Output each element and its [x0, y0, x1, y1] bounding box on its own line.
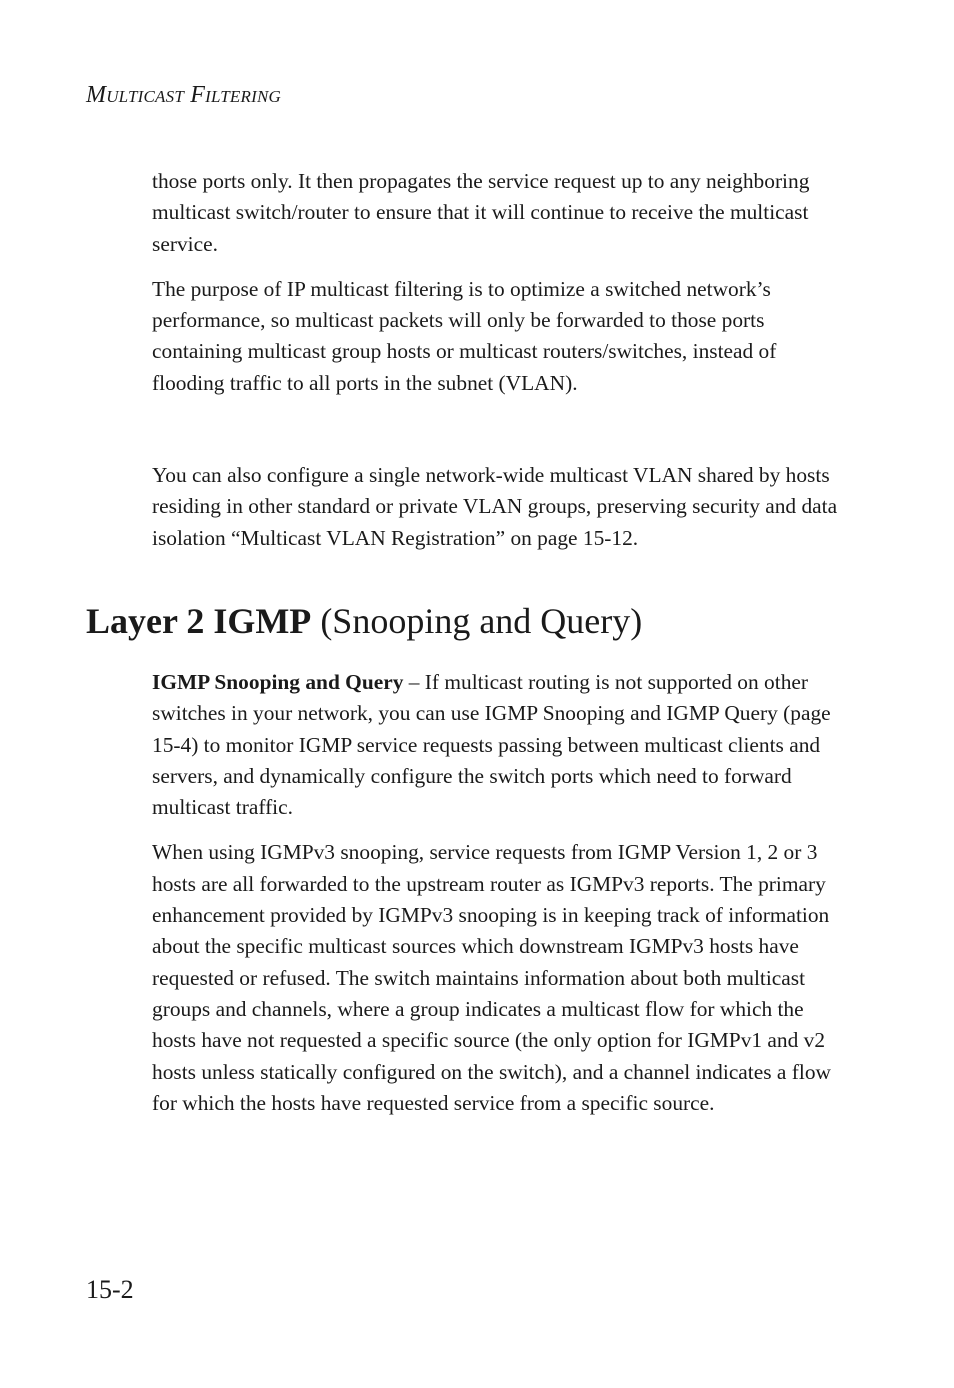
- igmp-text-block: [152, 667, 852, 1119]
- intro-text-block: [152, 166, 852, 399]
- section-heading-subtitle: (Snooping and Query): [320, 601, 643, 641]
- multicast-vlan-text-block: [152, 460, 852, 554]
- page-number: 15-2: [86, 1275, 134, 1304]
- running-header: [86, 82, 281, 109]
- paragraph-multicast-vlan: You can also configure a single network-wide multicast VLAN shared by hosts residing in other standard or private VLAN groups, preserving security and data isolation “Multicast VLAN Registration” on page 15-12.: [152, 463, 838, 550]
- paragraph-igmp-snooping-text: – If multicast routing is not supported on other switches in your network, you can use IGMP Snooping and IGMP Query (page 15-4) to monitor IGMP service requests passing between multicast clients and servers, and dynamically configure the switch ports which need to forward multicast traffic.: [152, 670, 831, 820]
- section-heading-bold: Layer 2 IGMP: [86, 601, 312, 641]
- running-header-initial-1: M: [86, 82, 107, 108]
- paragraph-igmp-snooping: [152, 667, 852, 823]
- paragraph-ports-only: those ports only. It then propagates the service request up to any neighboring multicast switch/router to ensure that it will continue to receive the multicast service.: [152, 169, 810, 256]
- running-header-rest-1: ULTICAST: [106, 87, 184, 106]
- paragraph-purpose: The purpose of IP multicast filtering is to optimize a switched network’s performance, so multicast packets will only be forwarded to those ports containing multicast group hosts or multicast routers/switches, instead of flooding traffic to all ports in the subnet (VLAN).: [152, 276, 777, 395]
- paragraph-igmpv3: When using IGMPv3 snooping, service requests from IGMP Version 1, 2 or 3 hosts are all forwarded to the upstream router as IGMPv3 reports. The primary enhancement provided by IGMPv3 snooping is in keeping track of information about the specific multicast sources which downstream IGMPv3 hosts have requested or refused. The switch maintains information about both multicast groups and channels, where a group indicates a multicast flow for which the hosts have not requested a specific source (the only option for IGMPv1 and v2 hosts unless statically configured on the switch), and a channel indicates a flow for which the hosts have requested service from a specific source.: [152, 840, 831, 1115]
- section-heading: [86, 596, 642, 646]
- running-header-initial-2: F: [190, 82, 206, 108]
- term-igmp-snooping-query: IGMP Snooping and Query: [152, 670, 404, 694]
- running-header-rest-2: ILTERING: [205, 87, 281, 106]
